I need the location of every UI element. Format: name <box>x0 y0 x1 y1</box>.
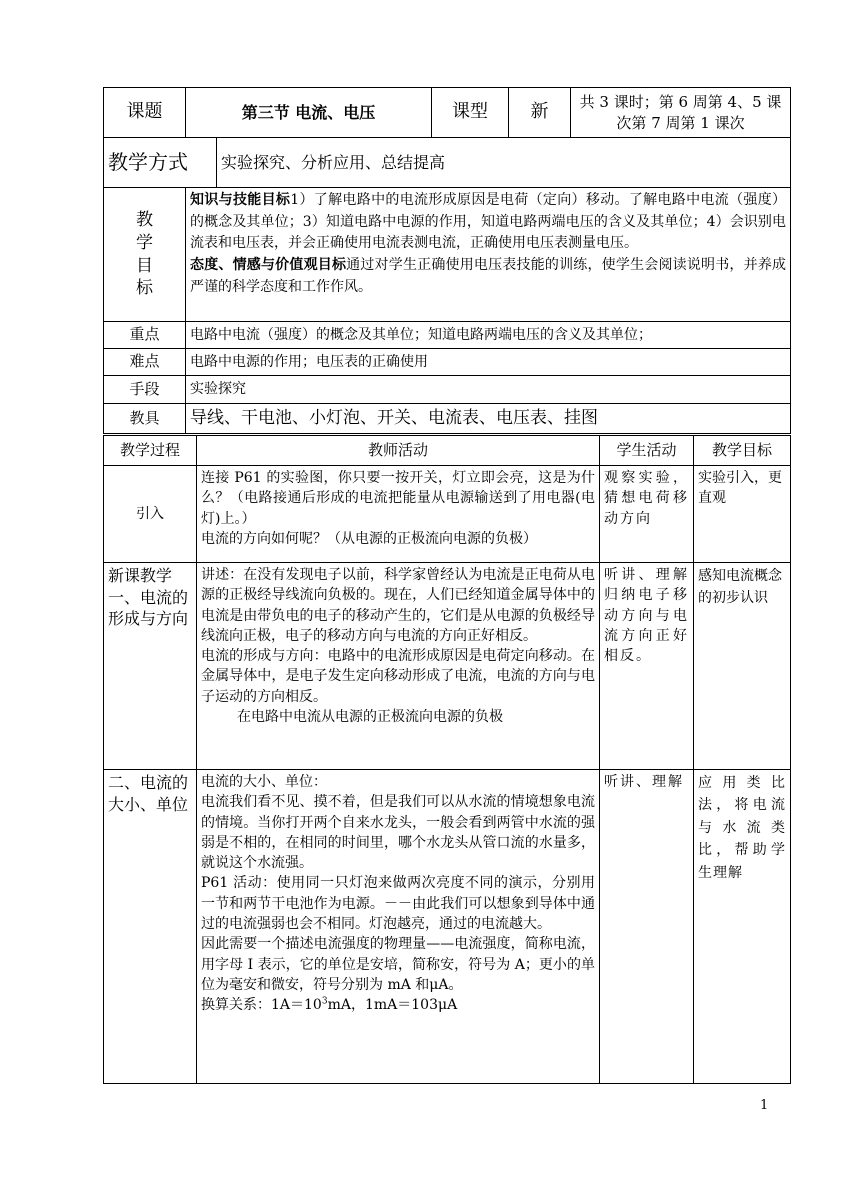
goals-label-char: 标 <box>136 278 153 299</box>
tools-label: 教具 <box>104 404 186 434</box>
page-number: 1 <box>760 1098 769 1113</box>
section2-teacher-para: 电流的大小、单位： <box>201 774 327 790</box>
topic-row <box>104 88 791 138</box>
process-table <box>103 435 791 1084</box>
section2-goal: 应用类比法，将电流与水流类比，帮助学生理解 <box>694 770 791 1084</box>
col-student: 学生活动 <box>600 436 694 466</box>
intro-teacher-para: 电流的方向如何呢？（从电源的正极流向电源的负极） <box>201 530 537 547</box>
section1-teacher-para: 讲述：在没有发现电子以前，科学家曾经认为电流是正电荷从电源的正极经导线流向负极的。现在，人们已经知道金属导体中的电流是由带负电的电子的移动产生的，它们是从电源的负极经导线流向正极，电子的移动方向与电流的方向正好相反。 <box>201 567 595 644</box>
key-point-value: 电路中电流（强度）的概念及其单位；知道电路两端电压的含义及其单位； <box>186 322 791 349</box>
knowledge-goal-title: 知识与技能目标 <box>190 192 291 208</box>
tools-row <box>104 404 791 434</box>
col-goal: 教学目标 <box>694 436 791 466</box>
intro-student: 观察实验，猜想电荷移动方向 <box>600 466 694 563</box>
process-header-row <box>104 436 791 466</box>
type-label: 课型 <box>432 88 509 138</box>
goals-text <box>186 188 791 322</box>
tools-value: 导线、干电池、小灯泡、开关、电流表、电压表、挂图 <box>186 404 791 434</box>
type-value: 新 <box>509 88 571 138</box>
attitude-goal-text: 通过对学生正确使用电压表技能的训练，使学生会阅读说明书，并养成严谨的科学态度和工作作风。 <box>190 257 787 295</box>
goals-label <box>104 188 186 322</box>
means-value: 实验探究 <box>186 376 791 404</box>
col-teacher: 教师活动 <box>197 436 600 466</box>
means-row <box>104 376 791 404</box>
difficulty-row <box>104 349 791 376</box>
goals-label-char: 目 <box>136 255 153 276</box>
conversion-line <box>201 995 595 1015</box>
method-value: 实验探究、分析应用、总结提高 <box>217 138 791 188</box>
conversion-exponent: 3 <box>321 996 328 1007</box>
intro-stage: 引入 <box>104 466 197 563</box>
goals-label-char: 教 <box>136 209 153 230</box>
section1-teacher-para: 在电路中电流从电源的正极流向电源的负极 <box>237 709 503 726</box>
section2-teacher-para: 因此需要一个描述电流强度的物理量——电流强度，简称电流，用字母 I 表示，它的单位是安培，简称安，符号为 A；更小的单位为毫安和微安，符号分别为 mA 和μA。 <box>201 936 595 993</box>
conversion-prefix: 换算关系：1A＝10 <box>201 997 322 1014</box>
attitude-goal <box>190 255 786 298</box>
key-point-label: 重点 <box>104 322 186 349</box>
method-row <box>104 138 791 188</box>
knowledge-goal <box>190 190 786 255</box>
difficulty-label: 难点 <box>104 349 186 376</box>
means-label: 手段 <box>104 376 186 404</box>
section2-teacher-para: 电流我们看不见、摸不着，但是我们可以从水流的情境想象电流的情境。当你打开两个自来水龙头，一般会看到两管中水流的强弱是不相的，在相同的时间里，哪个水龙头从管口流的水量多，就说这个水流强。 <box>201 794 595 872</box>
topic-label: 课题 <box>104 88 186 138</box>
lesson-header-table <box>103 87 791 434</box>
section2-stage: 二、电流的大小、单位 <box>104 770 197 1084</box>
goals-label-char: 学 <box>136 232 153 253</box>
attitude-goal-title: 态度、情感与价值观目标 <box>190 257 347 274</box>
section2-student: 听讲、理解 <box>600 770 694 1084</box>
intro-row <box>104 466 791 563</box>
section2-teacher <box>197 770 600 1084</box>
intro-goal: 实验引入，更直观 <box>694 466 791 563</box>
section1-teacher <box>197 563 600 770</box>
conversion-suffix: mA，1mA＝103μA <box>327 997 458 1014</box>
knowledge-goal-text: 1）了解电路中的电流形成原因是电荷（定向）移动。了解电路中电流（强度）的概念及其单位；3）知道电路中电源的作用，知道电路两端电压的含义及其单位；4）会识别电流表和电压表，并会正确使用电流表测电流，正确使用电压表测量电压。 <box>190 192 787 252</box>
difficulty-value: 电路中电源的作用；电压表的正确使用 <box>186 349 791 376</box>
section1-student: 听讲、理解归纳电子移动方向与电流方向正好相反。 <box>600 563 694 770</box>
topic-value: 第三节 电流、电压 <box>186 88 432 138</box>
section2-row <box>104 770 791 1084</box>
schedule-text: 共 3 课时；第 6 周第 4、5 课次第 7 周第 1 课次 <box>571 88 791 138</box>
intro-teacher <box>197 466 600 563</box>
goals-row <box>104 188 791 322</box>
section1-row <box>104 563 791 770</box>
section1-goal: 感知电流概念的初步认识 <box>694 563 791 770</box>
method-label: 教学方式 <box>104 138 217 188</box>
intro-teacher-para: 连接 P61 的实验图，你只要一按开关，灯立即会亮，这是为什么？（电路接通后形成的电流把能量从电源输送到了用电器(电灯)上。） <box>201 470 595 527</box>
col-stage: 教学过程 <box>104 436 197 466</box>
section1-teacher-para: 电流的形成与方向：电路中的电流形成原因是电荷定向移动。在金属导体中，是电子发生定向移动形成了电流，电流的方向与电子运动的方向相反。 <box>201 648 595 705</box>
section2-teacher-para: P61 活动：使用同一只灯泡来做两次亮度不同的演示，分别用一节和两节干电池作为电源。－－由此我们可以想象到导体中通过的电流强弱也会不相同。灯泡越亮，通过的电流越大。 <box>201 875 595 933</box>
key-point-row <box>104 322 791 349</box>
section1-stage: 新课教学一、电流的形成与方向 <box>104 563 197 770</box>
